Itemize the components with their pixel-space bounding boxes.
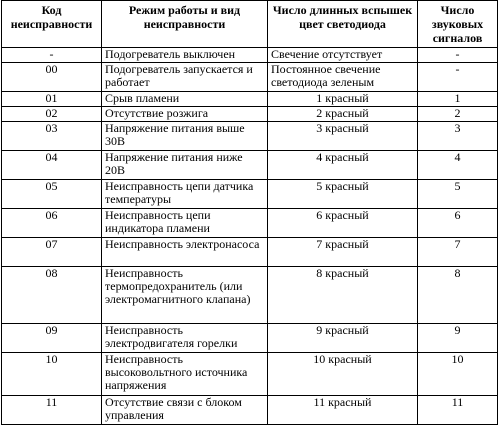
cell-mode: Неисправность электронасоса <box>102 238 268 267</box>
header-beeps: Число звуковых сигналов <box>418 1 498 48</box>
cell-mode: Отсутствие розжига <box>102 107 268 122</box>
cell-mode: Отсутствие связи с блоком управления <box>102 396 268 425</box>
cell-beeps: 10 <box>418 353 498 396</box>
table-row <box>2 63 498 92</box>
table-row <box>2 92 498 107</box>
table-row <box>2 209 498 238</box>
table-row <box>2 238 498 267</box>
cell-mode: Подогреватель выключен <box>102 48 268 63</box>
cell-flashes: 2 красный <box>268 107 418 122</box>
cell-code: 10 <box>2 353 102 396</box>
table-row <box>2 107 498 122</box>
cell-mode: Напряжение питания ниже 20В <box>102 151 268 180</box>
cell-code: 11 <box>2 396 102 425</box>
cell-beeps: 7 <box>418 238 498 267</box>
table-row <box>2 48 498 63</box>
cell-flashes: 1 красный <box>268 92 418 107</box>
cell-mode: Напряжение питания выше 30В <box>102 122 268 151</box>
table-row <box>2 151 498 180</box>
cell-flashes: Постоянное свечение светодиода зеленым <box>268 63 418 92</box>
cell-code: 00 <box>2 63 102 92</box>
cell-beeps: 9 <box>418 324 498 353</box>
cell-beeps: - <box>418 48 498 63</box>
cell-flashes: 6 красный <box>268 209 418 238</box>
table-row <box>2 180 498 209</box>
table-header-row <box>2 1 498 48</box>
cell-beeps: - <box>418 63 498 92</box>
cell-mode: Подогреватель запускается и работает <box>102 63 268 92</box>
cell-beeps: 8 <box>418 267 498 324</box>
fault-codes-table <box>1 0 498 425</box>
header-flashes: Число длинных вспышек цвет светодиода <box>268 1 418 48</box>
cell-mode: Срыв пламени <box>102 92 268 107</box>
cell-code: 03 <box>2 122 102 151</box>
table-row <box>2 353 498 396</box>
cell-flashes: Свечение отсутствует <box>268 48 418 63</box>
cell-code: 02 <box>2 107 102 122</box>
table-row <box>2 122 498 151</box>
table-row <box>2 267 498 324</box>
cell-code: 05 <box>2 180 102 209</box>
cell-flashes: 10 красный <box>268 353 418 396</box>
header-mode: Режим работы и вид неисправности <box>102 1 268 48</box>
cell-flashes: 5 красный <box>268 180 418 209</box>
cell-flashes: 11 красный <box>268 396 418 425</box>
header-code: Код неисправности <box>2 1 102 48</box>
cell-beeps: 4 <box>418 151 498 180</box>
cell-mode: Неисправность высоковольтного источника напряжения <box>102 353 268 396</box>
cell-flashes: 3 красный <box>268 122 418 151</box>
cell-code: 07 <box>2 238 102 267</box>
cell-code: 08 <box>2 267 102 324</box>
cell-flashes: 9 красный <box>268 324 418 353</box>
cell-beeps: 2 <box>418 107 498 122</box>
cell-mode: Неисправность электродвигателя горелки <box>102 324 268 353</box>
cell-flashes: 8 красный <box>268 267 418 324</box>
cell-beeps: 11 <box>418 396 498 425</box>
cell-mode: Неисправность цепи датчика температуры <box>102 180 268 209</box>
table-row <box>2 396 498 425</box>
cell-mode: Неисправность цепи индикатора пламени <box>102 209 268 238</box>
cell-code: 01 <box>2 92 102 107</box>
cell-beeps: 1 <box>418 92 498 107</box>
cell-code: 09 <box>2 324 102 353</box>
cell-beeps: 3 <box>418 122 498 151</box>
cell-code: 04 <box>2 151 102 180</box>
cell-code: 06 <box>2 209 102 238</box>
cell-flashes: 7 красный <box>268 238 418 267</box>
cell-beeps: 5 <box>418 180 498 209</box>
cell-flashes: 4 красный <box>268 151 418 180</box>
cell-mode: Неисправность термопредохранитель (или электромагнитного клапана) <box>102 267 268 324</box>
table-row <box>2 324 498 353</box>
cell-code: - <box>2 48 102 63</box>
cell-beeps: 6 <box>418 209 498 238</box>
